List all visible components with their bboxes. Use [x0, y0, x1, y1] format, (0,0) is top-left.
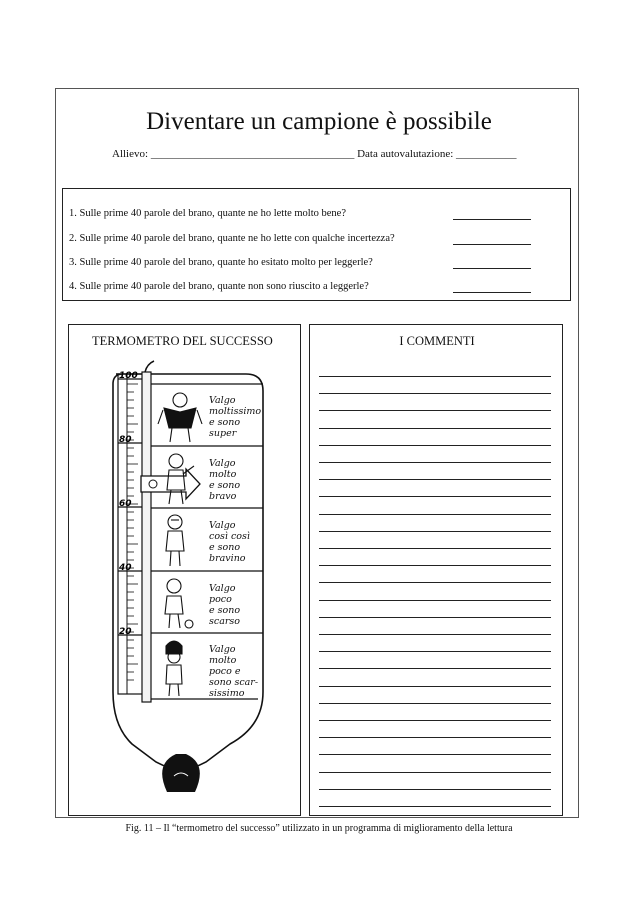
figure-caption: Fig. 11 – Il “termometro del successo” utilizzato in un programma di miglioramento della lettura	[125, 823, 513, 834]
student-line	[112, 148, 517, 160]
comment-line[interactable]	[319, 428, 551, 429]
comment-line[interactable]	[319, 462, 551, 463]
thermometer-illustration	[68, 324, 301, 816]
data-field[interactable]: ___________	[456, 148, 517, 160]
comment-line[interactable]	[319, 531, 551, 532]
level-label-scarsissimo: Valgo molto poco e sono scar- sissimo	[209, 644, 259, 699]
answer-field-3[interactable]	[453, 268, 531, 269]
comment-line[interactable]	[319, 514, 551, 515]
comment-line[interactable]	[319, 393, 551, 394]
scale-label-100: 100	[119, 371, 138, 381]
comments-panel	[309, 324, 563, 816]
level-label-bravo: Valgo molto e sono bravo	[209, 458, 241, 502]
comment-line[interactable]	[319, 720, 551, 721]
comment-line[interactable]	[319, 496, 551, 497]
comments-title: I COMMENTI	[399, 334, 475, 348]
comment-line[interactable]	[319, 703, 551, 704]
comment-line[interactable]	[319, 548, 551, 549]
scale-label-20: 20	[119, 627, 132, 637]
figure-super-icon	[158, 393, 202, 442]
comment-line[interactable]	[319, 617, 551, 618]
figure-bravino-icon	[166, 515, 184, 566]
comment-line[interactable]	[319, 565, 551, 566]
comment-line[interactable]	[319, 806, 551, 807]
question-3: 3. Sulle prime 40 parole del brano, quante ho esitato molto per leggerle?	[69, 257, 373, 268]
comment-line[interactable]	[319, 754, 551, 755]
data-label: Data autovalutazione:	[357, 148, 454, 160]
allievo-field[interactable]: _____________________________________	[150, 148, 355, 160]
question-1: 1. Sulle prime 40 parole del brano, quante ne ho lette molto bene?	[69, 208, 346, 219]
scale-label-40: 40	[119, 563, 132, 573]
level-label-bravino: Valgo così così e sono bravino	[209, 520, 250, 564]
comment-line[interactable]	[319, 582, 551, 583]
comment-line[interactable]	[319, 445, 551, 446]
comment-line[interactable]	[319, 651, 551, 652]
question-4: 4. Sulle prime 40 parole del brano, quante non sono riuscito a leggerle?	[69, 281, 369, 292]
answer-field-1[interactable]	[453, 219, 531, 220]
level-label-super: Valgo moltissimo e sono super	[209, 395, 262, 439]
comment-line[interactable]	[319, 600, 551, 601]
comment-line[interactable]	[319, 410, 551, 411]
figure-scarso-icon	[165, 579, 193, 628]
figure-scarsissimo-icon	[166, 641, 182, 696]
comment-line[interactable]	[319, 668, 551, 669]
comment-line[interactable]	[319, 634, 551, 635]
scale-label-80: 80	[119, 435, 132, 445]
questions-box	[62, 188, 571, 301]
answer-field-4[interactable]	[453, 292, 531, 293]
thermometer-title: TERMOMETRO DEL SUCCESSO	[92, 334, 273, 348]
scale-label-60: 60	[119, 499, 132, 509]
comment-line[interactable]	[319, 737, 551, 738]
comment-line[interactable]	[319, 789, 551, 790]
comment-line[interactable]	[319, 772, 551, 773]
comment-line[interactable]	[319, 686, 551, 687]
question-2: 2. Sulle prime 40 parole del brano, quante ne ho lette con qualche incertezza?	[69, 233, 395, 244]
answer-field-2[interactable]	[453, 244, 531, 245]
comment-line[interactable]	[319, 479, 551, 480]
comment-line[interactable]	[319, 376, 551, 377]
page-title: Diventare un campione è possibile	[146, 108, 492, 135]
allievo-label: Allievo:	[112, 148, 149, 160]
level-label-scarso: Valgo poco e sono scarso	[209, 583, 241, 627]
